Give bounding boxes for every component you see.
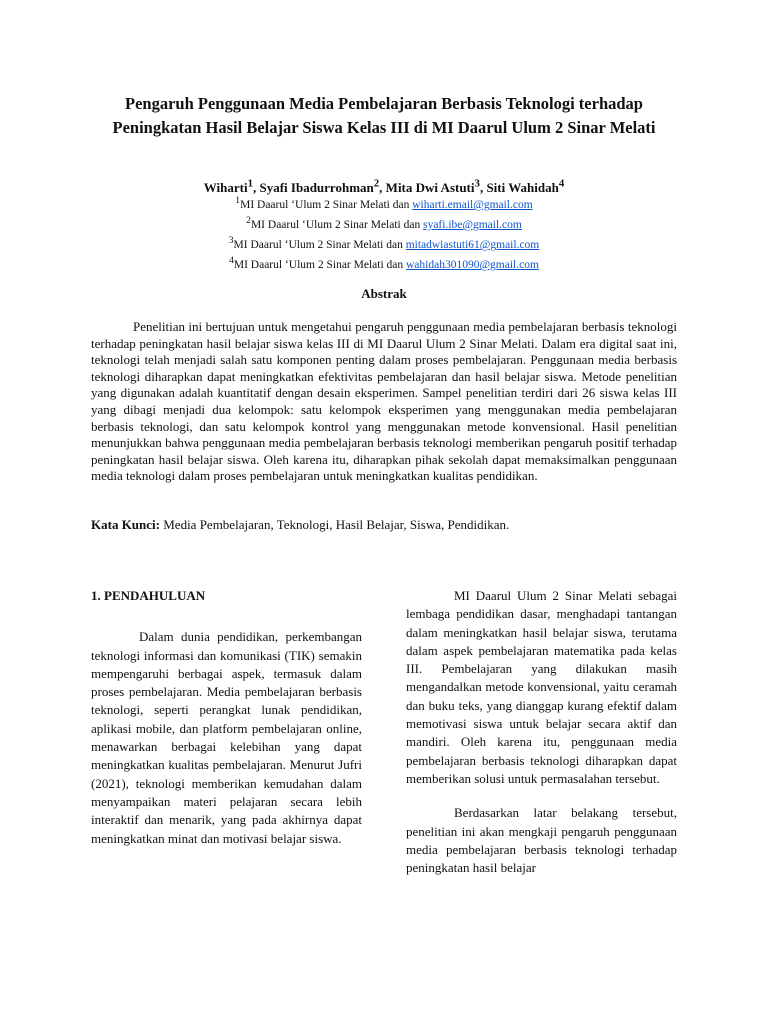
affiliation-list [60,193,708,273]
email-link[interactable]: wahidah301090@gmail.com [406,258,539,271]
author: Siti Wahidah$^4$ [486,178,565,196]
section-heading: 1. PENDAHULUAN [91,588,206,603]
keywords-label: Kata Kunci: [91,517,160,532]
email-link[interactable]: mitadwiastuti61@gmail.com [405,238,540,251]
affiliation-line: $^1$MI Daarul ‘Ulum 2 Sinar Melati dan wiharti.email@gmail.com [235,195,533,211]
email-link[interactable]: wiharti.email@gmail.com [412,198,533,211]
abstract-body: Penelitian ini bertujuan untuk mengetahui pengaruh penggunaan media pembelajaran berbasis teknologi terhadap peningkatan hasil belajar siswa kelas III di MI Daarul Ulum 2 Sinar Melati. Dalam era digital saat ini, teknologi telah menjadi salah satu komponen penting dalam proses pembelajaran. Penggunaan media berbasis teknologi diharapkan dapat meningkatkan efektivitas pembelajaran dan hasil belajar siswa. Metode penelitian yang digunakan adalah kuantitatif dengan desain eksperimen. Sampel penelitian terdiri dari 26 siswa kelas III yang dibagi menjadi dua kelompok: satu kelompok eksperimen yang menggunakan media pembelajaran berbasis teknologi, dan satu kelompok kontrol yang menggunakan metode konvensional. Hasil penelitian menunjukkan bahwa penggunaan media pembelajaran berbasis teknologi memberikan pengaruh positif terhadap peningkatan hasil belajar siswa. Oleh karena itu, diharapkan pihak sekolah dapat memaksimalkan penggunaan media teknologi dalam proses pembelajaran untuk meningkatkan kualitas pendidikan. [91,319,677,484]
left-column [91,587,362,848]
title-line-1: Pengaruh Penggunaan Media Pembelajaran Berbasis Teknologi terhadap [125,94,643,113]
keywords [91,517,677,534]
keywords-text: Media Pembelajaran, Teknologi, Hasil Belajar, Siswa, Pendidikan. [159,517,510,532]
title-line-2: Peningkatan Hasil Belajar Siswa Kelas III di MI Daarul Ulum 2 Sinar Melati [112,118,656,137]
paper-title [60,92,708,140]
author: Mita Dwi Astuti$^3$, [385,178,487,196]
body-paragraph: Dalam dunia pendidikan, perkembangan teknologi informasi dan komunikasi (TIK) semakin mempengaruhi berbagai aspek, termasuk dalam proses pembelajaran. Media pembelajaran berbasis teknologi, seperti perangkat lunak pendidikan, aplikasi mobile, dan platform pembelajaran online, menawarkan berbagai kelebihan yang dapat meningkatkan kualitas pembelajaran. Menurut Jufri (2021), teknologi memberikan kemudahan dalam menyampaikan materi pelajaran secara lebih interaktif dan menarik, yang pada akhirnya dapat meningkatkan minat dan motivasi belajar siswa. [91,629,362,846]
body-paragraph: MI Daarul Ulum 2 Sinar Melati sebagai lembaga pendidikan dasar, menghadapi tantangan dalam meningkatkan hasil belajar siswa, terutama dalam aspek pembelajaran matematika pada kelas III. Pembelajaran yang dilakukan masih mengandalkan metode konvensional, yaitu ceramah dan buku teks, yang dianggap kurang efektif dalam memotivasi siswa untuk belajar secara aktif dan mandiri. Oleh karena itu, penggunaan media pembelajaran berbasis teknologi diharapkan dapat memberikan solusi untuk permasalahan tersebut. [406,588,677,786]
abstract-heading: Abstrak [361,286,407,301]
right-column [406,587,677,877]
author: Syafi Ibadurrohman$^2$, [259,178,386,196]
affiliation-line: $^3$MI Daarul ‘Ulum 2 Sinar Melati dan mitadwiastuti61@gmail.com [228,235,540,251]
body-paragraph: Berdasarkan latar belakang tersebut, penelitian ini akan mengkaji pengaruh penggunaan media pembelajaran berbasis teknologi terhadap peningkatan hasil belajar [406,805,677,876]
affiliation-line: $^2$MI Daarul ‘Ulum 2 Sinar Melati dan syafi.ibe@gmail.com [246,215,522,231]
email-link[interactable]: syafi.ibe@gmail.com [423,218,522,231]
affiliation-line: $^4$MI Daarul ‘Ulum 2 Sinar Melati dan wahidah301090@gmail.com [229,255,539,271]
author: Wiharti$^1$, [203,178,260,196]
